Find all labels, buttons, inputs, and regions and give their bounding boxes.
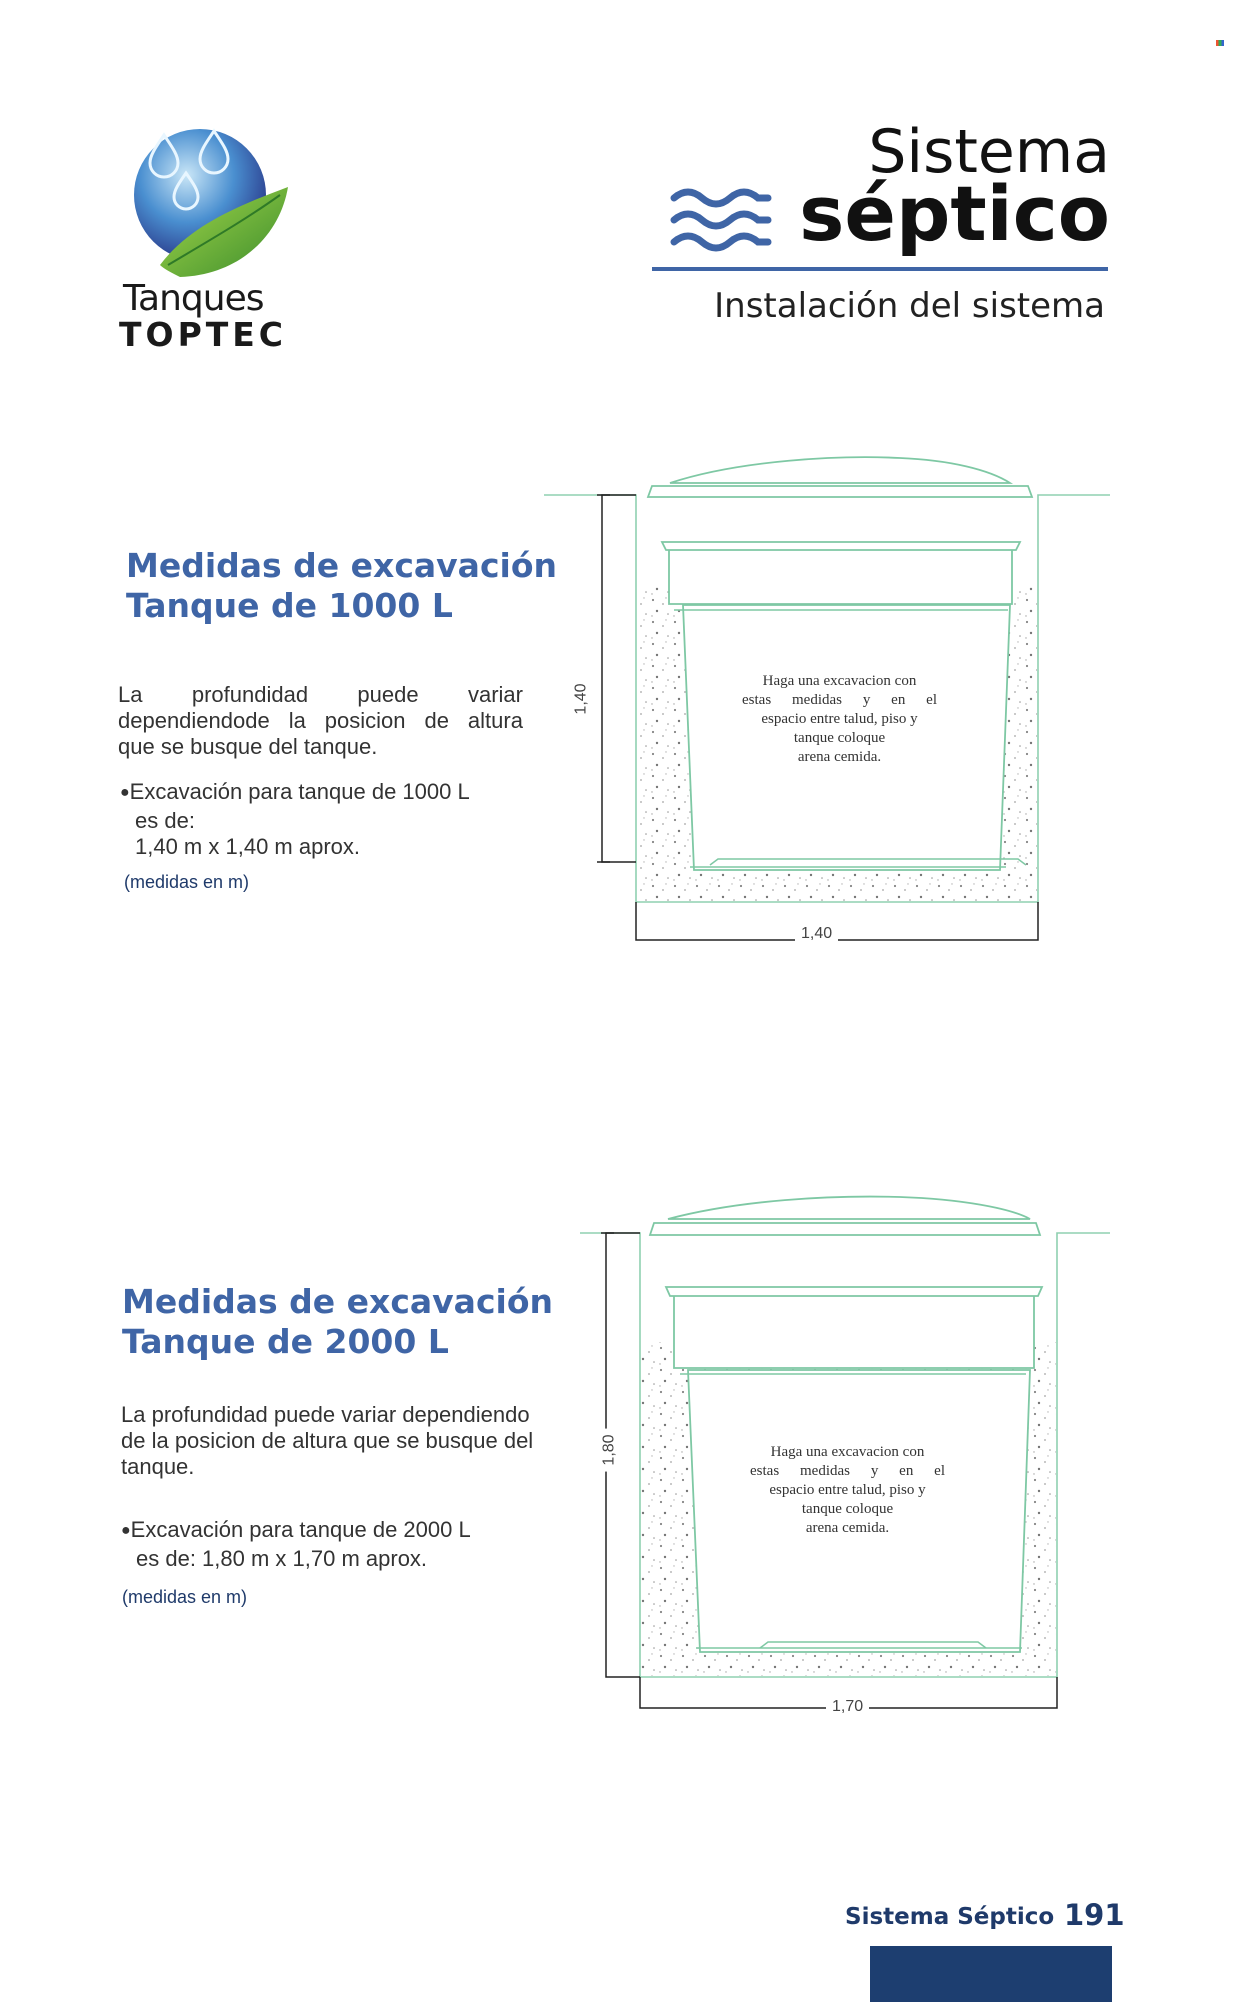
word: puede [357,682,419,707]
note-line4: tanque coloque [801,1501,894,1517]
section1-paragraph-line3: que se busque del tanque. [118,734,378,759]
word: en [899,1463,914,1479]
word: el [934,1463,945,1479]
note-line5: arena cemida. [797,749,882,765]
section2-width-label: 1,70 [826,1698,869,1716]
logo-line2: TOPTEC [119,315,288,354]
word: altura [467,708,523,733]
word: posicion [324,708,406,733]
note-line4: tanque coloque [793,730,886,746]
word: de [424,708,449,733]
section1-diagram-note [742,672,937,767]
section1-bullet-line2: es de: [135,808,195,833]
section2-paragraph-line3: tanque. [121,1454,195,1479]
word: variar [467,682,523,707]
section2-bullet [121,1517,471,1572]
section2-paragraph-line2: de la posicion de altura que se busque del [121,1428,534,1453]
corner-mark [1216,40,1224,46]
section2-diagram-note [750,1443,945,1538]
note-line2 [742,691,937,710]
page-title-line2: séptico [799,169,1110,258]
section1-title-line2: Tanque de 1000 L [126,586,453,625]
word: estas [750,1463,780,1479]
section1-bullet [120,779,470,860]
section2-paragraph [121,1402,581,1480]
note-line1: Haga una excavacion con [762,673,917,689]
bullet-dot: ● [120,784,130,801]
section2-units-note: (medidas en m) [122,1587,248,1607]
word: La [118,682,143,707]
header-divider [652,267,1108,271]
section2-bullet-line2: es de: 1,80 m x 1,70 m aprox. [136,1546,428,1571]
section1-height-label: 1,40 [573,677,591,720]
page-title-line1: Sistema [868,117,1110,187]
word: en [891,692,906,708]
section2-title-line1: Medidas de excavación [122,1282,553,1321]
note-line2 [750,1462,945,1481]
word: dependiendode [118,708,270,733]
waves-icon [668,184,774,261]
word: y [862,692,871,708]
note-line3: espacio entre talud, piso y [761,711,918,727]
note-line3: espacio entre talud, piso y [769,1482,926,1498]
word: la [288,708,306,733]
word: el [926,692,937,708]
section2-bullet-line1: Excavación para tanque de 2000 L [130,1517,471,1542]
section1-title [126,546,557,626]
footer-label: Sistema Séptico [845,1904,1055,1930]
section1-bullet-line3: 1,40 m x 1,40 m aprox. [135,834,360,859]
word: estas [742,692,772,708]
section2-title [122,1282,553,1362]
note-line1: Haga una excavacion con [770,1444,925,1460]
logo [110,115,290,355]
section2-title-line2: Tanque de 2000 L [122,1322,449,1361]
page-number: 191 [1064,1898,1125,1932]
word: medidas [792,692,842,708]
note-line5: arena cemida. [805,1520,890,1536]
section1-units-note: (medidas en m) [124,872,250,892]
word: medidas [800,1463,850,1479]
word: profundidad [191,682,309,707]
page-subtitle: Instalación del sistema [714,286,1105,326]
section1-paragraph-line2 [118,708,523,734]
section1-paragraph-line1 [118,682,523,708]
water-drops-leaf-icon [120,115,300,285]
word: y [870,1463,879,1479]
logo-line1: Tanques [123,278,264,319]
section1-title-line1: Medidas de excavación [126,546,557,585]
section1-paragraph [118,682,523,760]
section1-bullet-line1: Excavación para tanque de 1000 L [129,779,470,804]
section1-width-label: 1,40 [795,925,838,943]
footer-bar [870,1946,1112,2002]
section2-paragraph-line1: La profundidad puede variar dependiendo [121,1402,530,1427]
bullet-dot: ● [121,1522,131,1539]
section2-height-label: 1,80 [601,1428,619,1471]
